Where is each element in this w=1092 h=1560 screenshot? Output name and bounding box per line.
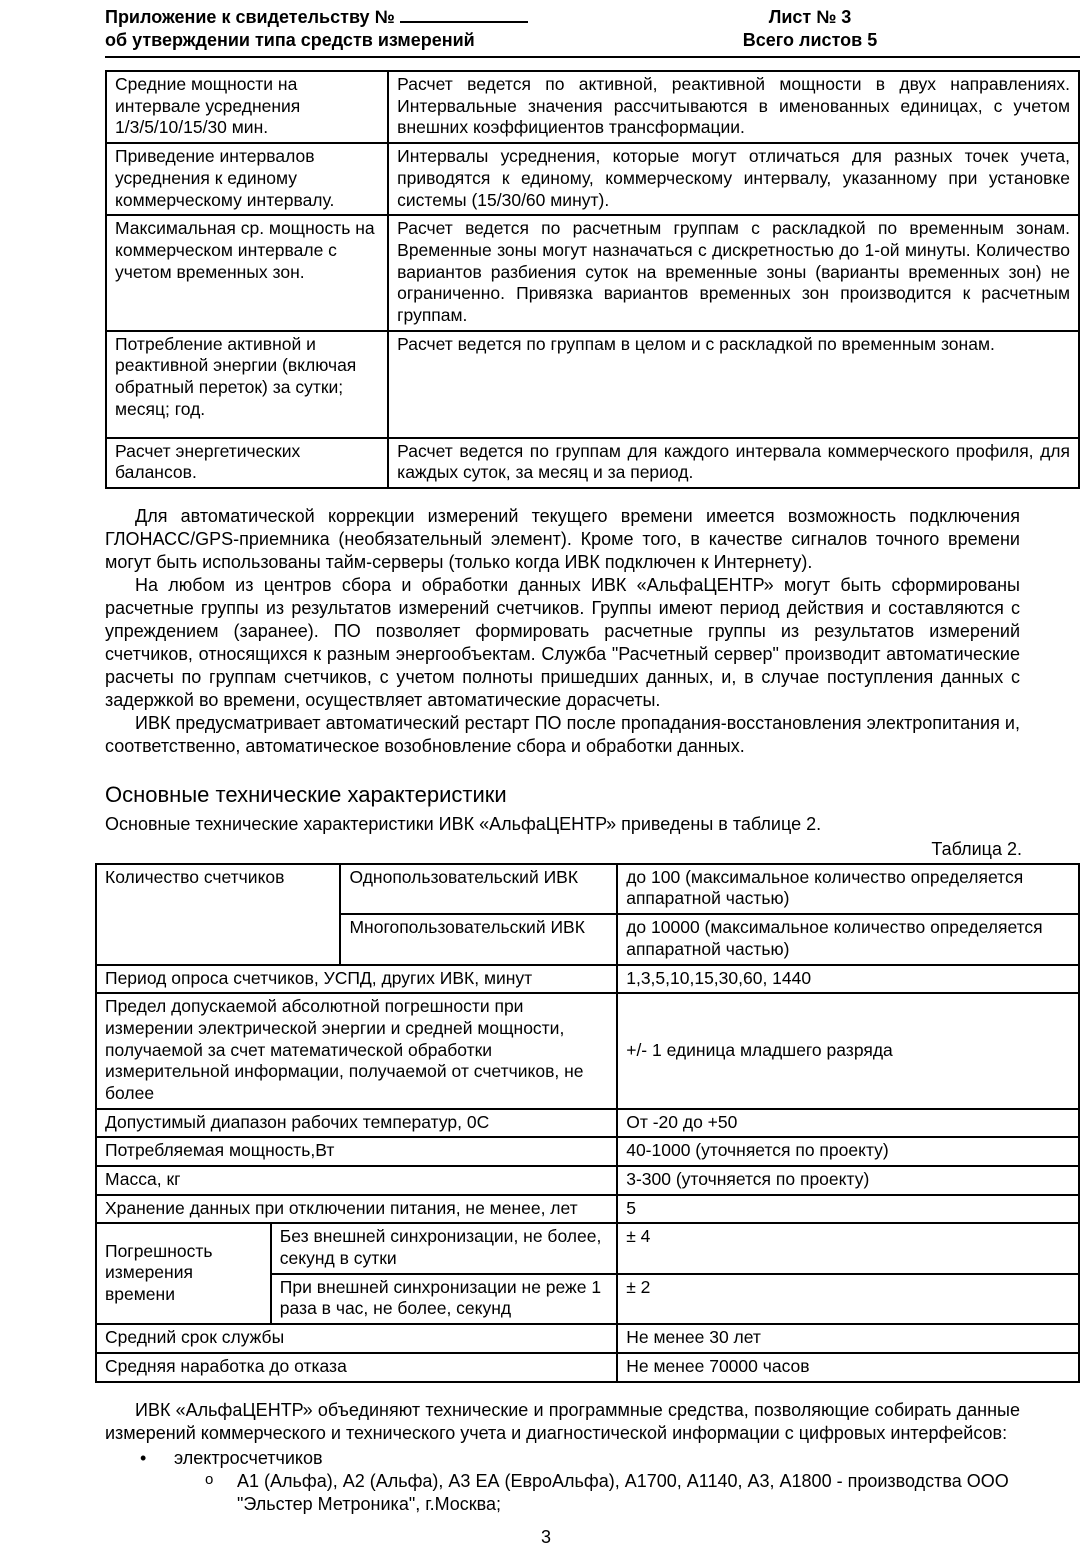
spec-temp-range-label: Допустимый диапазон рабочих температур, 0С bbox=[96, 1109, 617, 1138]
page-number: 3 bbox=[540, 1526, 551, 1547]
header-sheet-block bbox=[650, 6, 970, 52]
sub-bullet-meter-models-text: А1 (Альфа), А2 (Альфа), А3 ЕА (ЕвроАльфа), А1700, А1140, А3, А1800 - производства ООО "Эльстер Метроника", г.Москва; bbox=[237, 1470, 1009, 1514]
spec-service-life-value: Не менее 30 лет bbox=[617, 1324, 1079, 1353]
table2-caption: Таблица 2. bbox=[931, 838, 1022, 859]
spec-abs-error-value: +/- 1 единица младшего разряда bbox=[617, 993, 1079, 1108]
specs-row bbox=[96, 1195, 1079, 1224]
spec-poll-period-label: Период опроса счетчиков, УСПД, других ИВК, минут bbox=[96, 965, 617, 994]
appendix-line1-text: Приложение к свидетельству № bbox=[105, 7, 395, 27]
sub-bullet-meter-models bbox=[205, 1470, 1080, 1516]
spec-data-retention-value: 5 bbox=[617, 1195, 1079, 1224]
header-appendix-line1 bbox=[105, 6, 650, 29]
body-text-block bbox=[105, 505, 1080, 758]
spec-power-value: 40-1000 (уточняется по проекту) bbox=[617, 1137, 1079, 1166]
spec-meter-count-label: Количество счетчиков bbox=[96, 864, 340, 965]
paragraph-auto-restart: ИВК предусматривает автоматический рестарт ПО после пропадания-восстановления электропитания и, соответственно, автоматическое возобновление сбора и обработки данных. bbox=[105, 713, 1020, 757]
function-term-cell: Средние мощности на интервале усреднения 1/3/5/10/15/30 мин. bbox=[106, 71, 388, 143]
bullet-item-meters bbox=[140, 1447, 1080, 1470]
function-desc-cell: Расчет ведется по группам в целом и с раскладкой по временным зонам. bbox=[388, 331, 1079, 438]
header-appendix-block bbox=[105, 6, 650, 52]
interface-bullet-list bbox=[105, 1447, 1080, 1516]
spec-mass-value: 3-300 (уточняется по проекту) bbox=[617, 1166, 1079, 1195]
spec-multi-user-label: Многопользовательский ИВК bbox=[340, 914, 617, 964]
bullet-item-meters-label: электросчетчиков bbox=[174, 1447, 323, 1468]
specs-row bbox=[96, 1166, 1079, 1195]
functions-table-row bbox=[106, 143, 1079, 215]
spec-data-retention-label: Хранение данных при отключении питания, не менее, лет bbox=[96, 1195, 617, 1224]
spec-single-user-label: Однопользовательский ИВК bbox=[340, 864, 617, 914]
spec-mtbf-value: Не менее 70000 часов bbox=[617, 1353, 1079, 1382]
spec-poll-period-value: 1,3,5,10,15,30,60, 1440 bbox=[617, 965, 1079, 994]
paragraph-time-correction: Для автоматической коррекции измерений текущего времени имеется возможность подключения ГЛОНАСС/GPS-приемника (необязательный элемент). Кроме того, в качестве сигналов точного времени могут быть использованы тайм-серверы (только когда ИВК подключен к Интернету). bbox=[105, 506, 1020, 573]
conclusion-block bbox=[105, 1399, 1080, 1516]
specs-row bbox=[96, 1353, 1079, 1382]
function-term-cell: Максимальная ср. мощность на коммерческом интервале с учетом временных зон. bbox=[106, 215, 388, 330]
document-header bbox=[105, 6, 1080, 58]
specs-row bbox=[96, 1223, 1079, 1273]
functions-table-row bbox=[106, 331, 1079, 438]
spec-power-label: Потребляемая мощность,Вт bbox=[96, 1137, 617, 1166]
spec-single-user-value: до 100 (максимальное количество определяется аппаратной частью) bbox=[617, 864, 1079, 914]
functions-table-row bbox=[106, 438, 1079, 488]
header-appendix-line2: об утверждении типа средств измерений bbox=[105, 30, 475, 51]
certificate-number-blank bbox=[400, 8, 528, 23]
spec-mtbf-label: Средняя наработка до отказа bbox=[96, 1353, 617, 1382]
spec-with-sync-label: При внешней синхронизации не реже 1 раза в час, не более, секунд bbox=[271, 1274, 617, 1324]
function-term-cell: Приведение интервалов усреднения к единому коммерческому интервалу. bbox=[106, 143, 388, 215]
specs-row bbox=[96, 993, 1079, 1108]
spec-multi-user-value: до 10000 (максимальное количество определяется аппаратной частью) bbox=[617, 914, 1079, 964]
header-sheet-number: Лист № 3 bbox=[768, 7, 852, 27]
section-heading: Основные технические характеристики bbox=[105, 782, 507, 808]
function-desc-cell: Интервалы усреднения, которые могут отличаться для разных точек учета, приводятся к единому, коммерческому интервалу, указанному при установке системы (15/30/60 минут). bbox=[388, 143, 1079, 215]
bullet-marker-icon: • bbox=[140, 1447, 147, 1468]
specs-table bbox=[95, 863, 1080, 1383]
sub-bullet-marker-icon: o bbox=[205, 1470, 214, 1488]
conclusion-paragraph: ИВК «АльфаЦЕНТР» объединяют технические и программные средства, позволяющие собирать данные измерений коммерческого и технического учета и диагностической информации с цифровых интерфейсов: bbox=[105, 1399, 1020, 1443]
spec-no-sync-value: ± 4 bbox=[617, 1223, 1079, 1273]
specs-row bbox=[96, 1137, 1079, 1166]
spec-abs-error-label: Предел допускаемой абсолютной погрешности при измерении электрической энергии и средней мощности, получаемой за счет математической обработки измерительной информации, получаемой от счетчиков, не более bbox=[96, 993, 617, 1108]
spec-with-sync-value: ± 2 bbox=[617, 1274, 1079, 1324]
function-desc-cell: Расчет ведется по активной, реактивной мощности в двух направлениях. Интервальные значения рассчитываются в именованных единицах, с учетом внешних коэффициентов трансформации. bbox=[388, 71, 1079, 143]
specs-row bbox=[96, 864, 1079, 914]
functions-table-row bbox=[106, 71, 1079, 143]
specs-row bbox=[96, 1324, 1079, 1353]
section-intro: Основные технические характеристики ИВК «АльфаЦЕНТР» приведены в таблице 2. bbox=[105, 813, 822, 834]
spec-no-sync-label: Без внешней синхронизации, не более, секунд в сутки bbox=[271, 1223, 617, 1273]
functions-table bbox=[105, 70, 1080, 489]
function-desc-cell: Расчет ведется по расчетным группам с раскладкой по временным зонам. Временные зоны могут назначаться с дискретностью до 1-ой минуты. Количество вариантов разбиения суток на временные зоны (варианты временных зон) не ограниченно. Привязка вариантов временных зон производится к расчетным группам. bbox=[388, 215, 1079, 330]
function-term-cell: Расчет энергетических балансов. bbox=[106, 438, 388, 488]
header-total-sheets: Всего листов 5 bbox=[742, 30, 878, 51]
paragraph-calculation-groups: На любом из центров сбора и обработки данных ИВК «АльфаЦЕНТР» могут быть сформированы расчетные группы из результатов измерений счетчиков. Группы имеют период действия и составляются с упреждением (заранее). ПО позволяет формировать расчетные группы из результатов измерений счетчиков, относящихся к разным энергообъектам. Служба "Расчетный сервер" производит автоматические расчеты по группам счетчиков, с учетом полноты пришедших данных, и, в случае поступления данных с задержкой во времени, осуществляет автоматические дорасчеты. bbox=[105, 575, 1020, 711]
spec-service-life-label: Средний срок службы bbox=[96, 1324, 617, 1353]
spec-mass-label: Масса, кг bbox=[96, 1166, 617, 1195]
spec-temp-range-value: От -20 до +50 bbox=[617, 1109, 1079, 1138]
function-term-cell: Потребление активной и реактивной энергии (включая обратный переток) за сутки; месяц; год. bbox=[106, 331, 388, 438]
specs-row bbox=[96, 1109, 1079, 1138]
specs-row bbox=[96, 965, 1079, 994]
functions-table-row bbox=[106, 215, 1079, 330]
function-desc-cell: Расчет ведется по группам для каждого интервала коммерческого профиля, для каждых суток, за месяц и за период. bbox=[388, 438, 1079, 488]
spec-time-error-label: Погрешность измерения времени bbox=[96, 1223, 271, 1324]
